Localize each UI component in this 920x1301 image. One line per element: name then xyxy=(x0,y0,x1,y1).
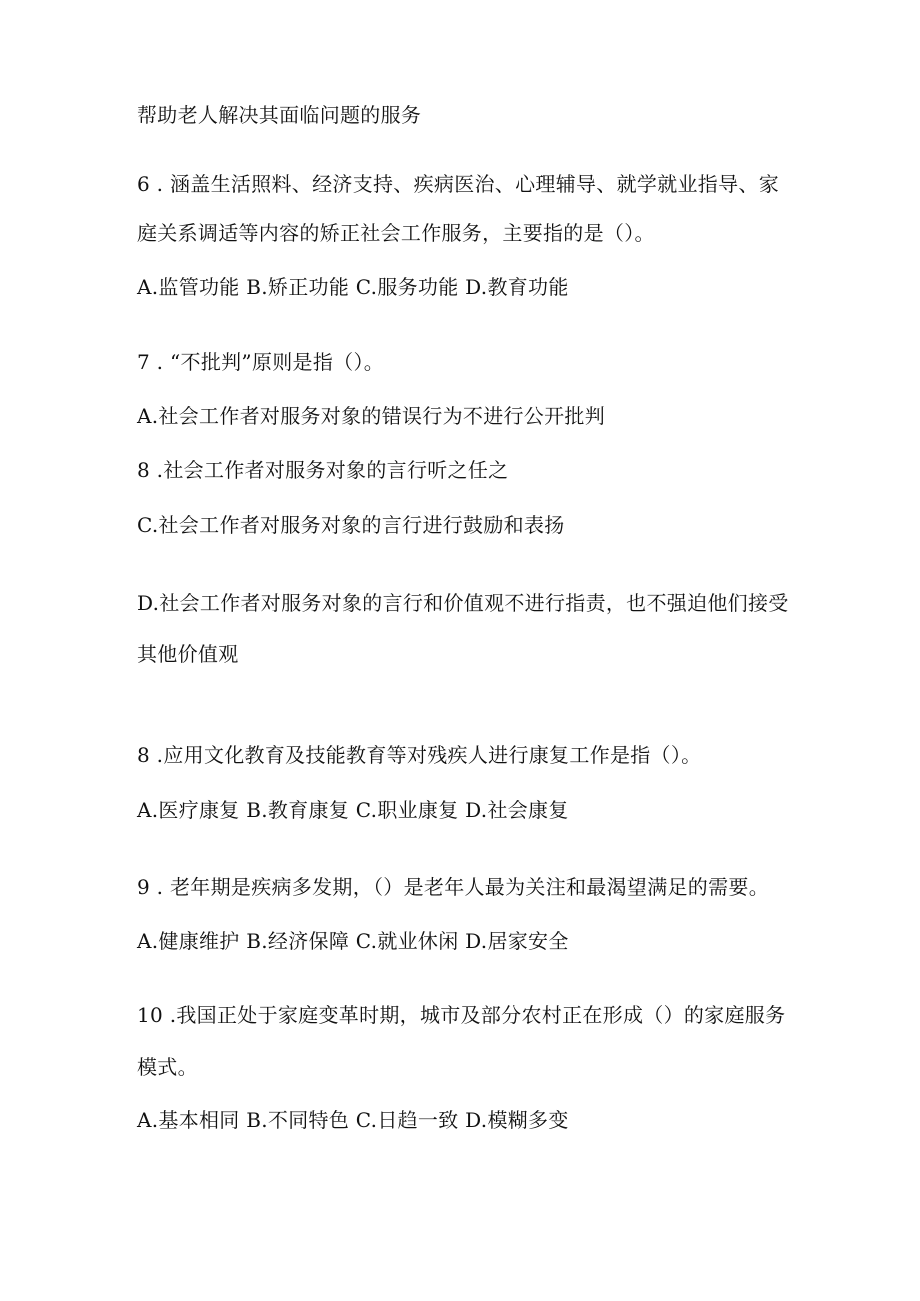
question-7-option-d-line-2: 其他价值观 xyxy=(137,642,239,666)
question-10-options: A.基本相同 B.不同特色 C.日趋一致 D.模糊多变 xyxy=(137,1108,569,1132)
question-7: 7 . “不批判”原则是指（）。 xyxy=(137,350,385,374)
question-8-options: A.医疗康复 B.教育康复 C.职业康复 D.社会康复 xyxy=(137,798,569,822)
question-9-options: A.健康维护 B.经济保障 C.就业休闲 D.居家安全 xyxy=(137,929,569,953)
question-10-line-1: 10 .我国正处于家庭变革时期，城市及部分农村正在形成（）的家庭服务 xyxy=(137,1003,786,1027)
question-6-line-1: 6 . 涵盖生活照料、经济支持、疾病医治、心理辅导、就学就业指导、家 xyxy=(137,172,779,196)
question-7-option-a: A.社会工作者对服务对象的错误行为不进行公开批判 xyxy=(137,404,606,428)
question-10-line-2: 模式。 xyxy=(137,1055,198,1079)
question-7-option-b: 8 .社会工作者对服务对象的言行听之任之 xyxy=(137,458,509,482)
question-8: 8 .应用文化教育及技能教育等对残疾人进行康复工作是指（）。 xyxy=(137,743,702,767)
question-7-option-c: C.社会工作者对服务对象的言行进行鼓励和表扬 xyxy=(137,513,565,537)
question-9: 9 . 老年期是疾病多发期，（）是老年人最为关注和最渴望满足的需要。 xyxy=(137,875,769,899)
question-6-options: A.监管功能 B.矫正功能 C.服务功能 D.教育功能 xyxy=(137,275,569,299)
question-7-option-d-line-1: D.社会工作者对服务对象的言行和价值观不进行指责，也不强迫他们接受 xyxy=(137,591,789,615)
text-line-continuation: 帮助老人解决其面临问题的服务 xyxy=(137,103,422,127)
question-6-line-2: 庭关系调适等内容的矫正社会工作服务，主要指的是（）。 xyxy=(137,221,655,245)
